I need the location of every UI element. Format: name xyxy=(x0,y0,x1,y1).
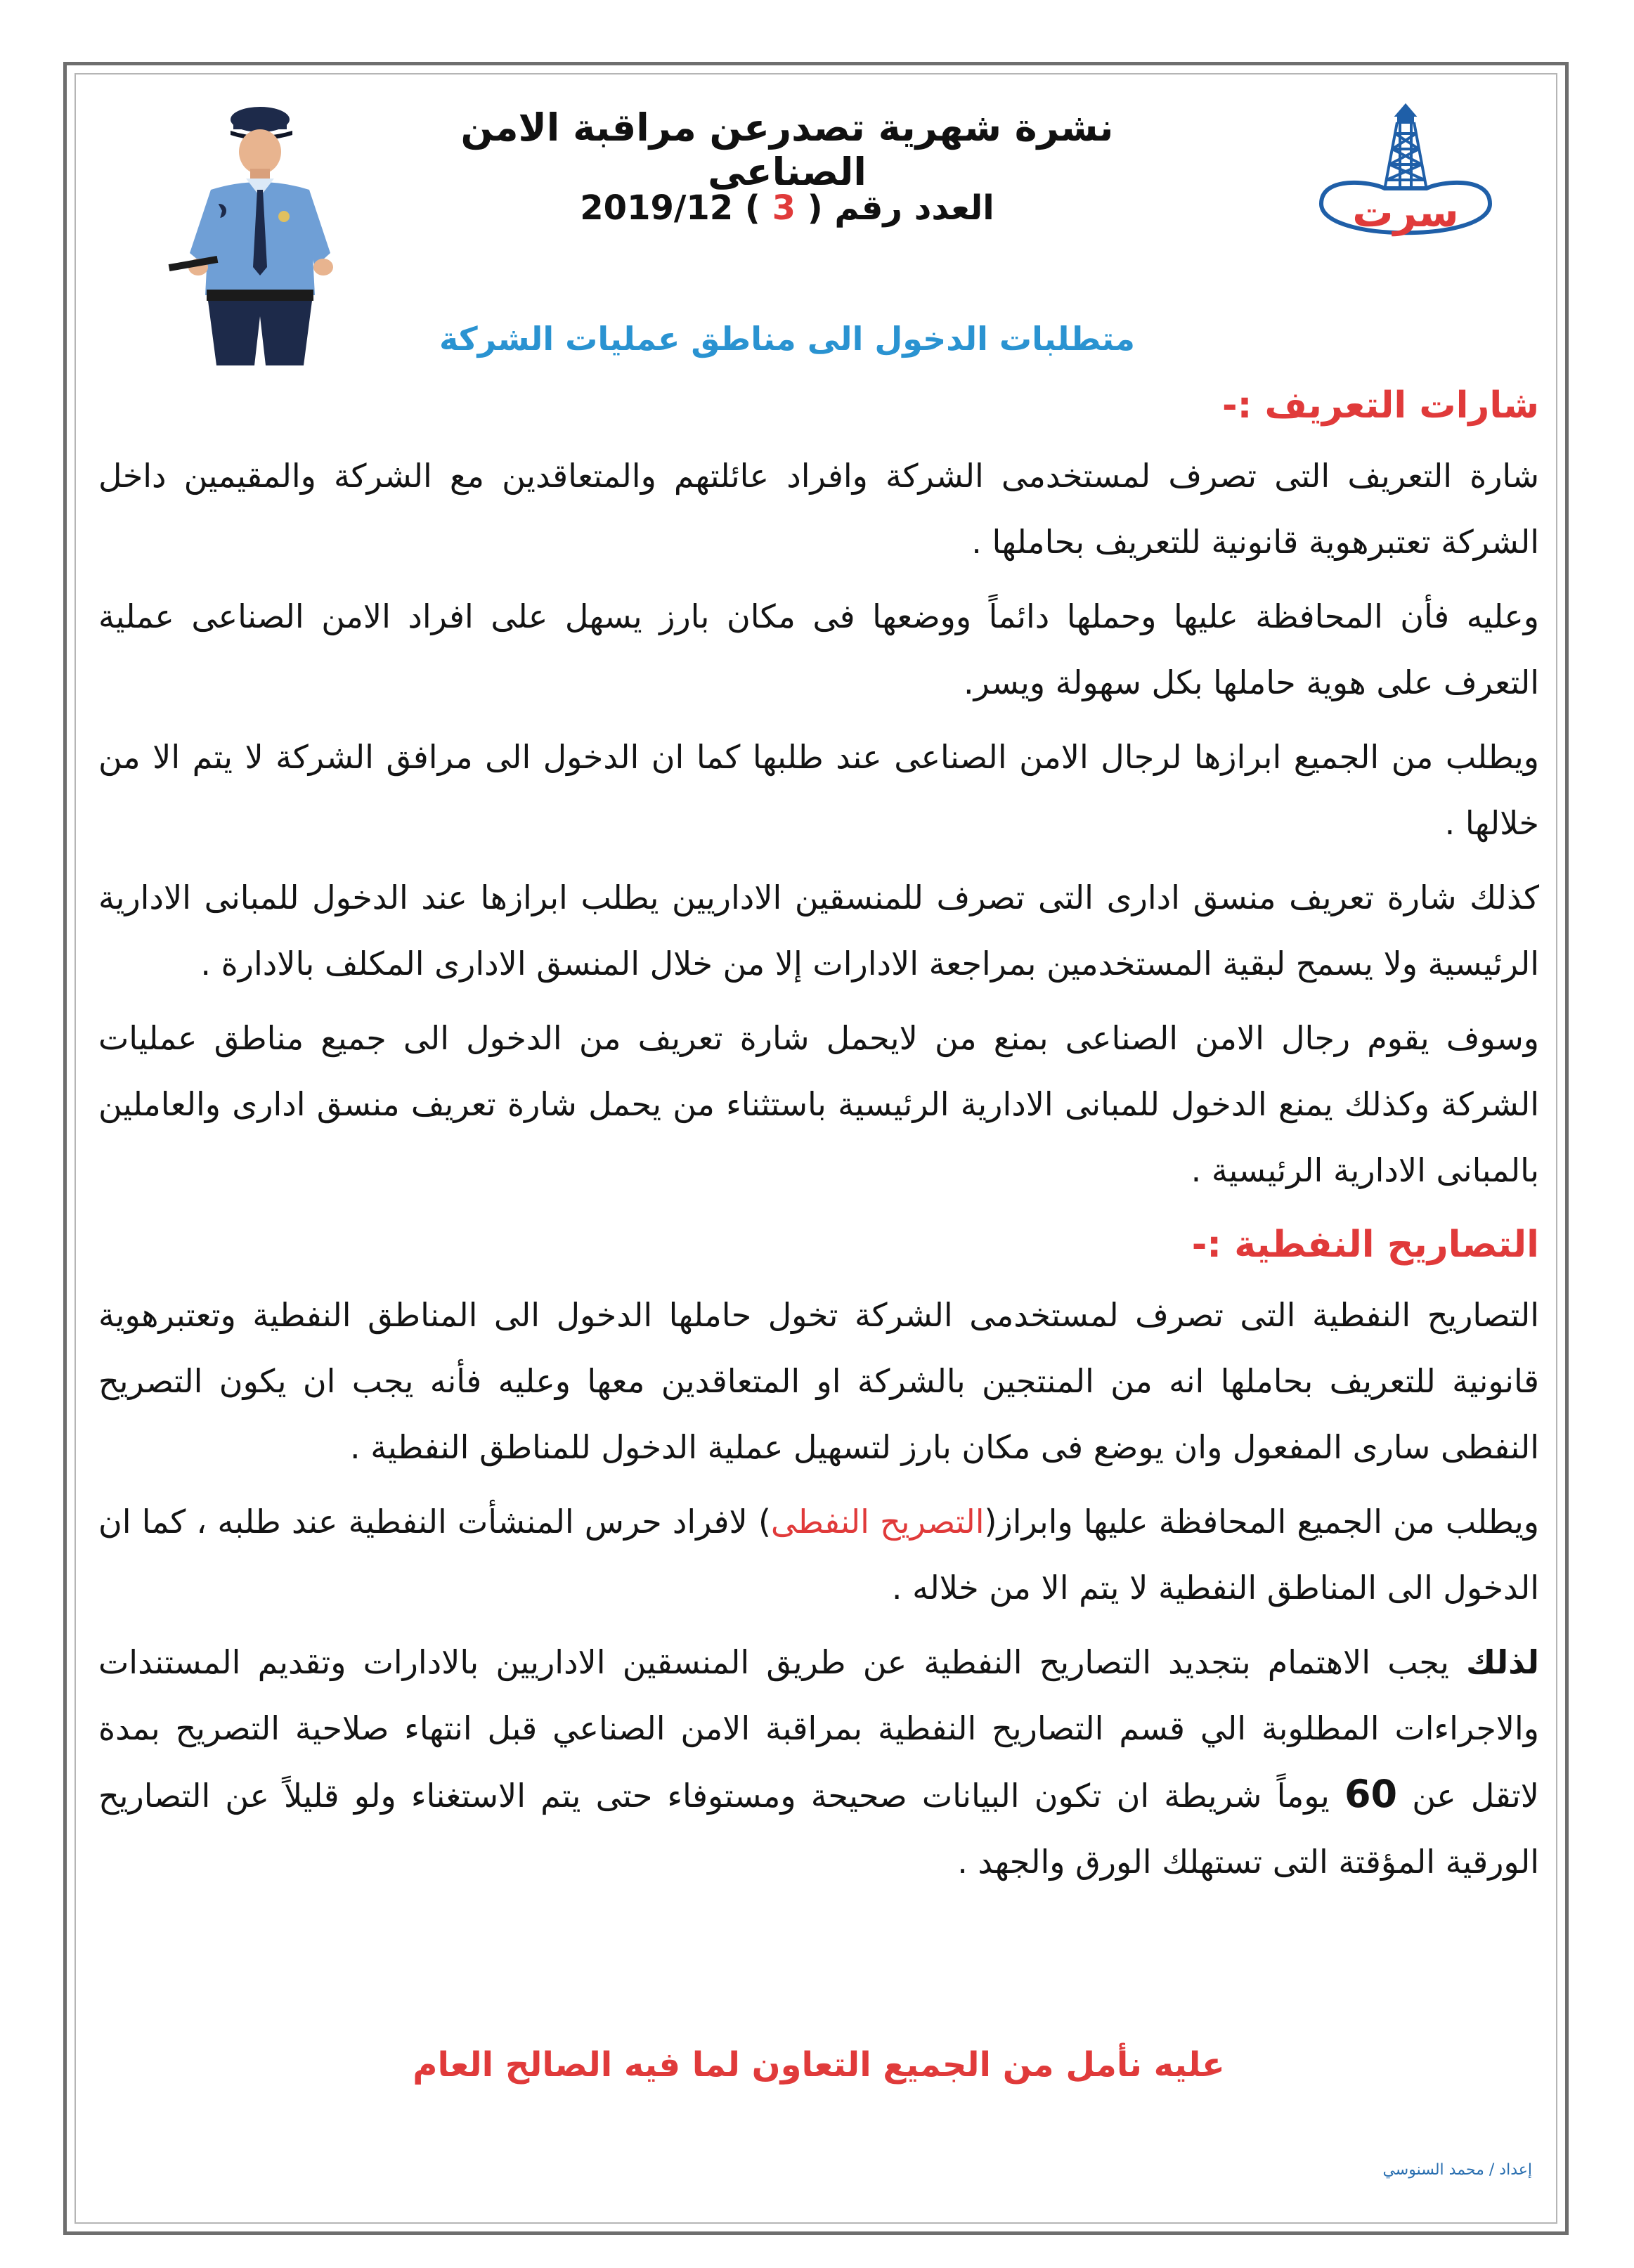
paragraph-part: ويطلب من الجميع المحافظة عليها وابراز( xyxy=(984,1503,1539,1541)
issue-line xyxy=(450,188,1124,228)
issue-label: العدد رقم ( xyxy=(807,188,994,228)
section-heading-badges: شارات التعريف :- xyxy=(1222,384,1539,427)
paragraph: شارة التعريف التى تصرف لمستخدمى الشركة وافراد عائلتهم والمتعاقدين مع الشركة والمقيمين داخل الشركة تعتبرهوية قانونية للتعريف بحاملها . xyxy=(98,457,1539,561)
paragraph-part: يجب الاهتمام بتجديد التصاريح النفطية عن طريق المنسقين الاداريين بالادارات وتقديم المستندات والاجراءات المطلوبة الي قسم التصاريح النفطية بمراقبة الامن الصناعي قبل انتهاء صلاحية التصريح بمدة لاتقل عن xyxy=(98,1643,1540,1815)
paragraph: التصاريح النفطية التى تصرف لمستخدمى الشركة تخول حاملها الدخول الى المناطق النفطية وتعتبرهوية قانونية للتعريف بحاملها انه من المنتجين بالشركة او المتعاقدين معها وعليه فأنه يجب ان يكون التصريح النفطى سارى المفعول وان يوضع فى مكان بارز لتسهيل عملية الدخول للمناطق النفطية . xyxy=(98,1296,1539,1466)
subtitle: متطلبات الدخول الى مناطق عمليات الشركة xyxy=(439,320,1136,358)
paragraph xyxy=(98,1629,1539,1895)
highlighted-term: التصريح النفطى xyxy=(770,1503,985,1541)
issue-number: 3 xyxy=(772,188,796,228)
paragraph: وسوف يقوم رجال الامن الصناعى بمنع من لايحمل شارة تعريف من الدخول الى جميع مناطق عمليات الشركة وكذلك يمنع الدخول للمبانى الادارية الرئيسية باستثناء من يحمل شارة تعريف منسق ادارى والعاملين بالمبانى الادارية الرئيسية . xyxy=(98,1019,1539,1189)
paragraph-part: ) لافراد حرس المنشأت النفطية عند طلبه ، كما ان الدخول الى المناطق النفطية لا يتم الا من خلاله . xyxy=(98,1503,1539,1607)
paragraph: كذلك شارة تعريف منسق ادارى التى تصرف للمنسقين الاداريين يطلب ابرازها عند الدخول للمبانى الادارية الرئيسية ولا يسمح لبقية المستخدمين بمراجعة الادارات إلا من خلال المنسق الادارى المكلف بالادارة . xyxy=(98,879,1539,983)
paragraph-part: يوماً شريطة ان تكون البيانات صحيحة ومستوفاء حتى يتم الاستغناء ولو قليلاً عن التصاريح الورقية المؤقتة التى تستهلك الورق والجهد . xyxy=(98,1777,1539,1881)
newsletter-title: نشرة شهرية تصدرعن مراقبة الامن الصناعى xyxy=(460,105,1114,194)
issue-close: ) xyxy=(744,188,760,228)
paragraph xyxy=(98,1489,1539,1621)
closing-statement: عليه نأمل من الجميع التعاون لما فيه الصالح العام xyxy=(413,2045,1225,2085)
days-number: 60 xyxy=(1344,1772,1398,1816)
issue-date: 2019/12 xyxy=(580,188,734,228)
company-logo xyxy=(1293,98,1518,267)
logo-text: سرت xyxy=(1352,188,1459,236)
paragraph: ويطلب من الجميع ابرازها لرجال الامن الصناعى عند طلبها كما ان الدخول الى مرافق الشركة لا يتم الا من خلالها . xyxy=(98,738,1539,842)
main-content xyxy=(98,372,1539,1903)
section-heading-permits: التصاريح النفطية :- xyxy=(1191,1224,1539,1266)
author-credit: إعداد / محمد السنوسي xyxy=(1382,2161,1532,2179)
security-guard-illustration xyxy=(155,91,380,372)
paragraph-lead: لذلك xyxy=(1466,1643,1539,1681)
paragraph: وعليه فأن المحافظة عليها وحملها دائماً ووضعها فى مكان بارز يسهل على افراد الامن الصناعى عملية التعرف على هوية حاملها بكل سهولة ويسر. xyxy=(98,597,1539,701)
